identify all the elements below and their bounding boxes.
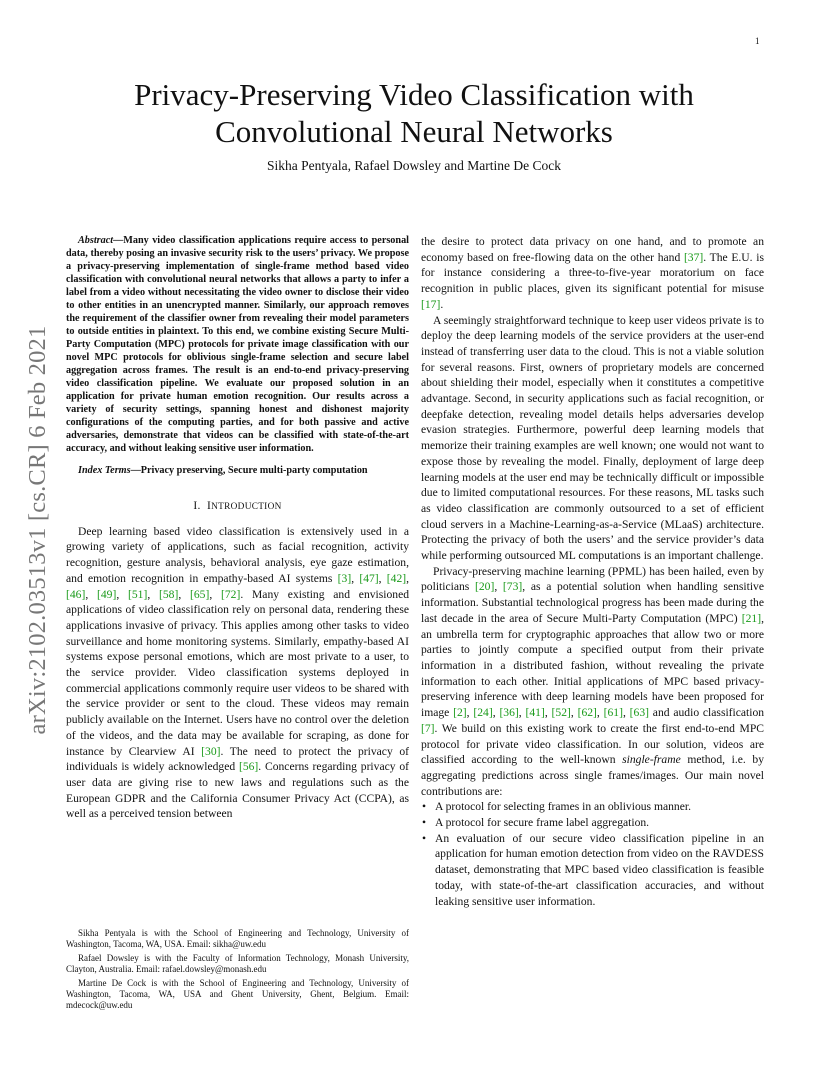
footnote: Sikha Pentyala is with the School of Engineering and Technology, University of Washington, Tacoma, WA, USA. Email: sikha@uw.edu	[66, 928, 409, 950]
citation-link[interactable]: [20]	[475, 580, 495, 594]
citation-link[interactable]: [72]	[221, 587, 241, 601]
contribution-text: An evaluation of our secure video classification pipeline in an application for human emotion detection from video on the RAVDESS dataset, demonstrating that MPC based video classification is feasible today, with state-of-the-art classification accuracies, and without leaking sensitive user information.	[435, 831, 764, 908]
section-title-rest: NTRODUCTION	[211, 502, 282, 512]
arxiv-stamp	[18, 300, 58, 760]
citation-link[interactable]: [62]	[577, 706, 597, 720]
citation-link[interactable]: [58]	[159, 587, 179, 601]
citation-link[interactable]: [52]	[551, 706, 571, 720]
citation-link[interactable]: [65]	[190, 587, 210, 601]
citation-link[interactable]: [73]	[502, 580, 523, 594]
citation-link[interactable]: [51]	[128, 587, 148, 601]
contribution-text: A protocol for secure frame label aggregation.	[435, 816, 650, 830]
intro-paragraph-4: Privacy-preserving machine learning (PPML) has been hailed, even by politicians [20], [73], as a potential solution when handling sensitive information. Substantial technological progress has been made during the last decade in the area of Secure Multi-Party Computation (MPC) [21], an umbrella term for cryptographic approaches that allow two or more parties to jointly compute a specified output from their private information in a distributed fashion, without revealing the private information to each other. Initial applications of MPC based privacy-preserving inference with deep learning models have been proposed for image [2], [24], [36], [41], [52], [62], [61], [63] and audio classification [7]. We build on this existing work to create the first end-to-end MPC protocol for private video classification. In our solution, videos are classified according to the well-known single-frame method, i.e. by aggregating predictions across single frames/images. Our main novel contributions are:	[421, 564, 765, 798]
contribution-text: A protocol for selecting frames in an oblivious manner.	[435, 800, 691, 814]
citation-link[interactable]: [30]	[201, 744, 221, 758]
contributions-list	[421, 799, 764, 909]
section-heading	[66, 499, 409, 516]
citation-link[interactable]: [37]	[683, 250, 704, 264]
left-column	[66, 234, 409, 822]
citation-link[interactable]: [63]	[629, 706, 649, 720]
section-title-first: I	[207, 500, 212, 512]
bullet-icon: •	[422, 831, 427, 845]
footnote: Martine De Cock is with the School of Engineering and Technology, University of Washington, Tacoma, WA, USA and Ghent University, Ghent, Belgium. Email: mdecock@uw.edu	[66, 977, 409, 1011]
footnote: Rafael Dowsley is with the Faculty of Information Technology, Monash University, Clayton, Australia. Email: rafael.dowsley@monash.edu	[66, 952, 409, 975]
abstract-text: —Many video classification applications require access to personal data, thereby posing an invasive security risk to the users’ privacy. We propose a privacy-preserving implementation of single-frame method based video classification with convolutional neural networks that allows a party to infer a label from a video without necessitating the video owner to disclose their video to other entities in an unencrypted manner. Similarly, our approach removes the requirement of the classifier owner from revealing their model parameters to outside entities in plaintext. To this end, we combine existing Secure Multi-Party Computation (MPC) protocols for private image classification with our novel MPC protocols for oblivious single-frame selection and secure label aggregation across frames. The result is an end-to-end privacy-preserving video classification pipeline. We evaluate our proposed solution in an application for private human emotion recognition. Our results across a variety of security settings, spanning honest and dishonest majority configurations of the computing parties, and for both passive and active adversaries, demonstrate that videos can be classified with state-of-the-art accuracy, and without leaking sensitive user information.	[66, 235, 409, 454]
page-number: 1	[755, 36, 760, 46]
contribution-item	[421, 815, 764, 831]
intro-paragraph-3: A seemingly straightforward technique to keep user videos private is to deploy the deep learning models of the service providers at the user-end instead of transferring user data to the cloud. This is not a viable solution for several reasons. First, owners of proprietary models are concerned about shielding their model, especially when it constitutes a competitive advantage. Second, in security applications such as facial recognition, or deepfake detection, revealing model details helps adversaries develop evasion strategies. Furthermore, powerful deep learning models that memorize their training examples are well known; one would not want to expose those by revealing the model. Finally, deployment of large deep learning models at the user end may be technically difficult or impossible due to limited computational resources. For these reasons, ML tasks such as video classification are commonly outsourced to a set of efficient cloud servers in a Machine-Learning-as-a-Service (MLaaS) architecture. Protecting the privacy of both the users’ and the service provider’s data while performing outsourced ML computations is an important challenge.	[421, 313, 764, 563]
paper-title	[0, 76, 828, 150]
bullet-icon: •	[422, 816, 427, 830]
citation-link[interactable]: [41]	[525, 706, 545, 720]
arxiv-stamp-text: arXiv:2102.03513v1 [cs.CR] 6 Feb 2021	[24, 325, 51, 735]
citation-link[interactable]: [24]	[473, 706, 493, 720]
intro-paragraph-1: Deep learning based video classification is extensively used in a growing variety of applications, such as facial recognition, activity recognition, gesture analysis, behavioral analysis, eye gaze estimation, and emotion recognition in empathy-based AI systems [3], [47], [42], [46], [49], [51], [58], [65], [72]. Many existing and envisioned applications of video classification rely on personal data, rendering these applications invasive of privacy. This applies among other tasks to video surveillance and home monitoring systems. Similarly, empathy-based AI systems expose personal emotions, which are most private to a user, to the service provider. Video classification systems deployed in commercial applications commonly require user videos to be shared with the service provider or sent to the cloud. These videos may remain publicly available on the Internet. Users have no control over the deletion of the videos, and the data may be available for scraping, as done for instance by Clearview AI [30]. The need to protect the privacy of individuals is widely acknowledged [56]. Concerns regarding privacy of user data are giving rise to new laws and regulations such as the European GDPR and the California Consumer Privacy Act (CCPA), as well as a perceived tension between	[66, 524, 410, 821]
intro-paragraph-2: the desire to protect data privacy on one hand, and to promote an economy based on free-flowing data on the other hand [37]. The E.U. is for instance considering a three-to-five-year moratorium on face recognition in public places, given its significant potential for misuse [17].	[421, 235, 764, 311]
index-terms-text: —Privacy preserving, Secure multi-party computation	[130, 465, 368, 476]
abstract	[66, 234, 409, 455]
contribution-item	[421, 831, 764, 910]
abstract-label: Abstract	[78, 235, 114, 246]
citation-link[interactable]: [21]	[741, 611, 762, 625]
citation-link[interactable]: [2]	[453, 706, 467, 720]
emphasis: single-frame	[622, 753, 681, 767]
citation-link[interactable]: [46]	[66, 587, 86, 601]
title-line-1: Privacy-Preserving Video Classification with	[134, 77, 694, 112]
contribution-item	[421, 799, 764, 815]
section-number: I.	[193, 500, 201, 512]
right-column	[421, 234, 764, 909]
citation-link[interactable]: [49]	[97, 587, 117, 601]
bullet-icon: •	[422, 800, 427, 814]
citation-link[interactable]: [47]	[359, 571, 379, 585]
author-list: Sikha Pentyala, Rafael Dowsley and Martine De Cock	[267, 158, 561, 173]
title-line-2: Convolutional Neural Networks	[215, 114, 613, 149]
index-terms	[66, 464, 409, 477]
citation-link[interactable]: [3]	[337, 571, 352, 585]
citation-link[interactable]: [17]	[421, 297, 441, 311]
citation-link[interactable]: [7]	[421, 721, 435, 735]
citation-link[interactable]: [56]	[238, 760, 259, 774]
author-footnotes	[66, 928, 409, 1014]
citation-link[interactable]: [61]	[603, 706, 623, 720]
index-terms-label: Index Terms	[78, 465, 131, 476]
citation-link[interactable]: [42]	[386, 571, 407, 585]
citation-link[interactable]: [36]	[499, 706, 519, 720]
